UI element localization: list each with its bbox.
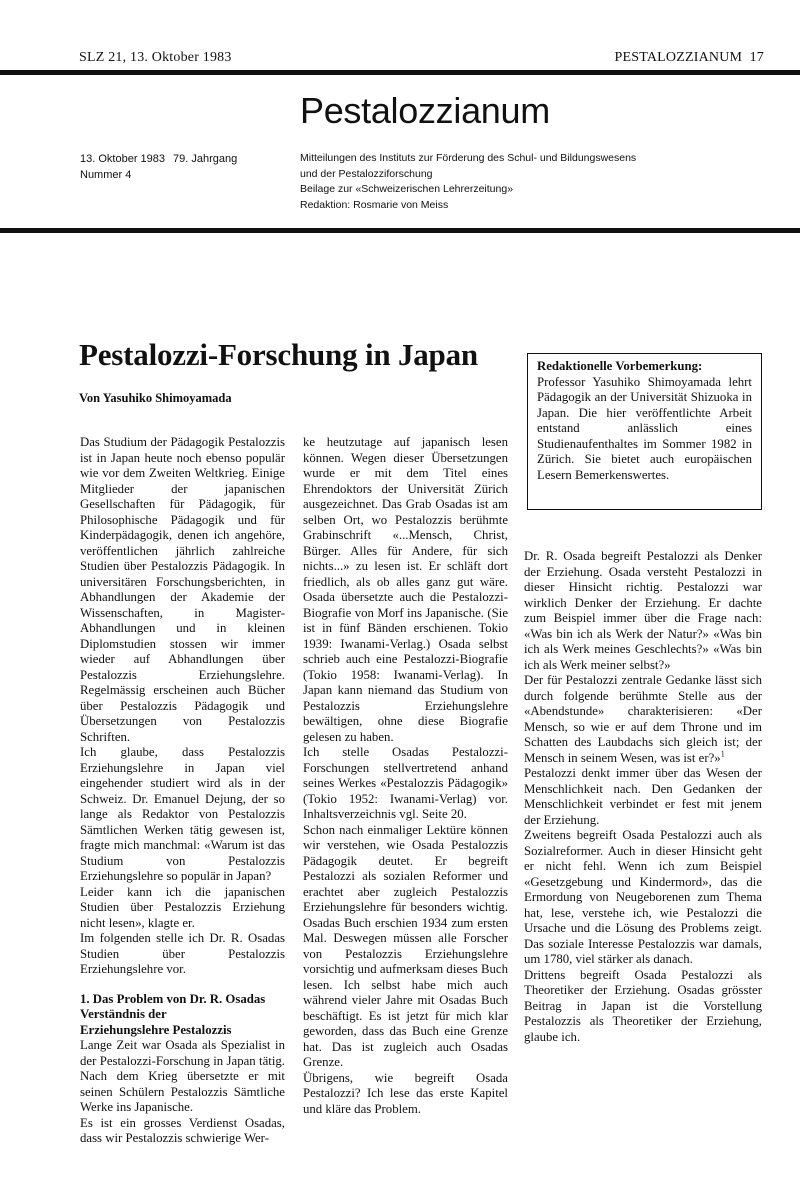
editorial-note-title: Redaktionelle Vorbemerkung: [537,359,703,373]
paragraph: Im folgenden stelle ich Dr. R. Osadas Studien über Pestalozzis Erziehungslehre vor. [80,931,285,976]
issue-volume: 79. Jahrgang [173,153,238,165]
article-byline: Von Yasuhiko Shimoyamada [79,391,232,405]
paragraph: Dr. R. Osada begreift Pestalozzi als Denker der Erziehung. Osada versteht Pestalozzi in dieser Hinsicht richtig. Pestalozzi war wirklich Denker der Erziehung. Er dachte zum Beispiel immer über die Frage nach: «Was bin ich als Werk der Natur?» «Was bin ich als Werk meines Geschlechts?» «Was bin ich als Werk meiner selbst?» [524,549,762,672]
section-heading [80,992,285,1039]
article-title: Pestalozzi-Forschung in Japan [79,337,478,372]
editorial-note-box [527,353,762,510]
section-heading-line: 1. Das Problem von Dr. R. Osadas [80,991,266,1006]
paragraph: Ich stelle Osadas Pestalozzi-Forschungen stellvertretend anhand seines Werkes «Pestalozzis Pädagogik» (Tokio 1952: Iwanami-Verlag) vor. Inhaltsverzeichnis vgl. Seite 20. [303,745,508,821]
paragraph: Drittens begreift Osada Pestalozzi als Theoretiker der Erziehung. Osadas grösster Beitrag in Japan ist die Vorstellung Pestalozzis als Theoretiker der Erziehung, glaube ich. [524,967,762,1044]
paragraph: Es ist ein grosses Verdienst Osadas, dass wir Pestalozzis schwierige Wer- [80,1115,285,1145]
top-rule [0,70,800,75]
text-column-2 [303,435,508,1117]
masthead-bottom-rule [0,228,800,233]
running-head [79,50,764,70]
paragraph: Leider kann ich die japanischen Studien über Pestalozzis Erziehung nicht lesen», klagte er. [80,884,285,930]
paragraph: Lange Zeit war Osada als Spezialist in der Pestalozzi-Forschung in Japan tätig. Nach dem Krieg übersetzte er mit seinen Schülern Pestalozzis Sämtliche Werke ins Japanische. [80,1038,285,1114]
paragraph: Schon nach einmaliger Lektüre können wir verstehen, wie Osada Pestalozzis Pädagogik deutet. Er begreift Pestalozzi als sozialen Reformer und erachtet aber zugleich Pestalozzis Erziehungslehre für besonders wichtig. Osadas Buch erschien 1934 zum ersten Mal. Deswegen müssen alle Forscher von Pestalozzis Erziehungslehre vorsichtig und aufmerksam dieses Buch lesen. Ich selbst habe mich auch während vieler Jahre mit Osadas Buch beschäftigt. Es ist jetzt für mich klar geworden, dass das Buch eine Grenze hat. Das ist zugleich auch Osadas Grenze. [303,822,508,1069]
paragraph: Übrigens, wie begreift Osada Pestalozzi? Ich lese das erste Kapitel und kläre das Problem. [303,1070,508,1116]
paragraph-text: Der für Pestalozzi zentrale Gedanke lässt sich durch folgende berühmte Stelle aus der «Abendstunde» charakterisieren: «Der Mensch, so wie er auf dem Throne und im Schatten des Laubdachs sich gleich ist; der Mensch in seinem Wesen, was ist er?» [524,673,762,765]
paragraph [524,673,762,766]
footnote-marker: 1 [720,749,725,759]
text-column-1 [80,435,285,1147]
masthead-desc-line: Mitteilungen des Instituts zur Förderung des Schul- und Bildungswesens [300,152,637,164]
masthead-desc-line: Beilage zur «Schweizerischen Lehrerzeitung» [300,183,514,195]
masthead-title: Pestalozzianum [300,90,550,131]
issue-number: Nummer 4 [80,169,132,181]
masthead-desc-line: Redaktion: Rosmarie von Meiss [300,198,449,211]
paragraph: Zweitens begreift Osada Pestalozzi auch als Sozialreformer. Auch in dieser Hinsicht geht er nicht fehl. Wenn ich zum Beispiel «Gesetzgebung und Kindermord», das die Ermordung von Neugeborenen zum Thema hat, lese, verstehe ich, wie Pestalozzi die Ursache und die Lösung des Problems zeigt. Das soziale Interesse Pestalozzis war damals, um 1780, viel stärker als danach. [524,828,762,966]
paragraph: Ich glaube, dass Pestalozzis Erziehungslehre in Japan viel eingehender studiert wird als in der Schweiz. Dr. Emanuel Dejung, der so lange als Redaktor von Pestalozzis Sämtlichen Werken tätig gewesen ist, fragte mich manchmal: «Warum ist das Studium von Pestalozzis Erziehungslehre so populär in Japan? [80,745,285,883]
issue-date: 13. Oktober 1983 [80,153,166,165]
paragraph: Pestalozzi denkt immer über das Wesen der Menschlichkeit nach. Den Gedanken der Menschlichkeit verbindet er fest mit jenem der Erziehung. [524,766,762,827]
paragraph: Das Studium der Pädagogik Pestalozzis ist in Japan heute noch ebenso populär wie vor dem Zweiten Weltkrieg. Einige Mitglieder der japanischen Gesellschaften für Pädagogik, für Philosophische Pädagogik und für Kinderpädagogik, denen ich angehöre, veröffentlichen jährlich zahlreiche Studien über Pestalozzis Pädagogik. In universitären Forschungsberichten, in Abhandlungen der Akademie der Wissenschaften, in Magister-Abhandlungen und in kleinen Diplomstudien stossen wir immer wieder auf Abhandlungen über Pestalozzis Erziehungslehre. Regelmässig erscheinen auch Bücher über Pestalozzis Pädagogik und Übersetzungen von Pestalozzis Schriften. [80,435,285,744]
editorial-note-body: Professor Yasuhiko Shimoyamada lehrt Pädagogik an der Universität Shizuoka in Japan. Die hier veröffentlichte Arbeit entstand anlässlich eines Studienaufenthaltes im Sommer 1982 in Zürich. Sie bietet auch europäischen Lesern Bemerkenswertes. [537,374,752,482]
section-heading-line: Erziehungslehre Pestalozzis [80,1022,232,1037]
masthead-description [300,151,636,213]
paragraph: ke heutzutage auf japanisch lesen können. Wegen dieser Übersetzungen wurde er mit dem Titel eines Ehrendoktors der Universität Zürich ausgezeichnet. Das Grab Osadas ist am selben Ort, wo Pestalozzis berühmte Grabinschrift «...Mensch, Christ, Bürger. Alles für Andere, für sich nichts...» zu lesen ist. Er schläft dort friedlich, als ob alles ganz gut wäre. Osada übersetzte auch die Pestalozzi-Biografie von Morf ins Japanische. (Sie ist in fünf Bänden erschienen. Tokio 1939: Iwanami-Verlag.) Osada selbst schrieb auch eine Pestalozzi-Biografie (Tokio 1958: Iwanami-Verlag). In Japan kann niemand das Studium von Pestalozzis Erziehungslehre bewältigen, ohne diese Biografie gelesen zu haben. [303,435,508,744]
masthead-desc-line: und der Pestalozziforschung [300,167,433,180]
running-head-right: PESTALOZZIANUM 17 [614,50,764,65]
running-head-left: SLZ 21, 13. Oktober 1983 [79,50,232,65]
masthead-meta [80,151,238,183]
section-heading-line: Verständnis der [80,1007,167,1021]
text-column-3 [524,549,762,1045]
